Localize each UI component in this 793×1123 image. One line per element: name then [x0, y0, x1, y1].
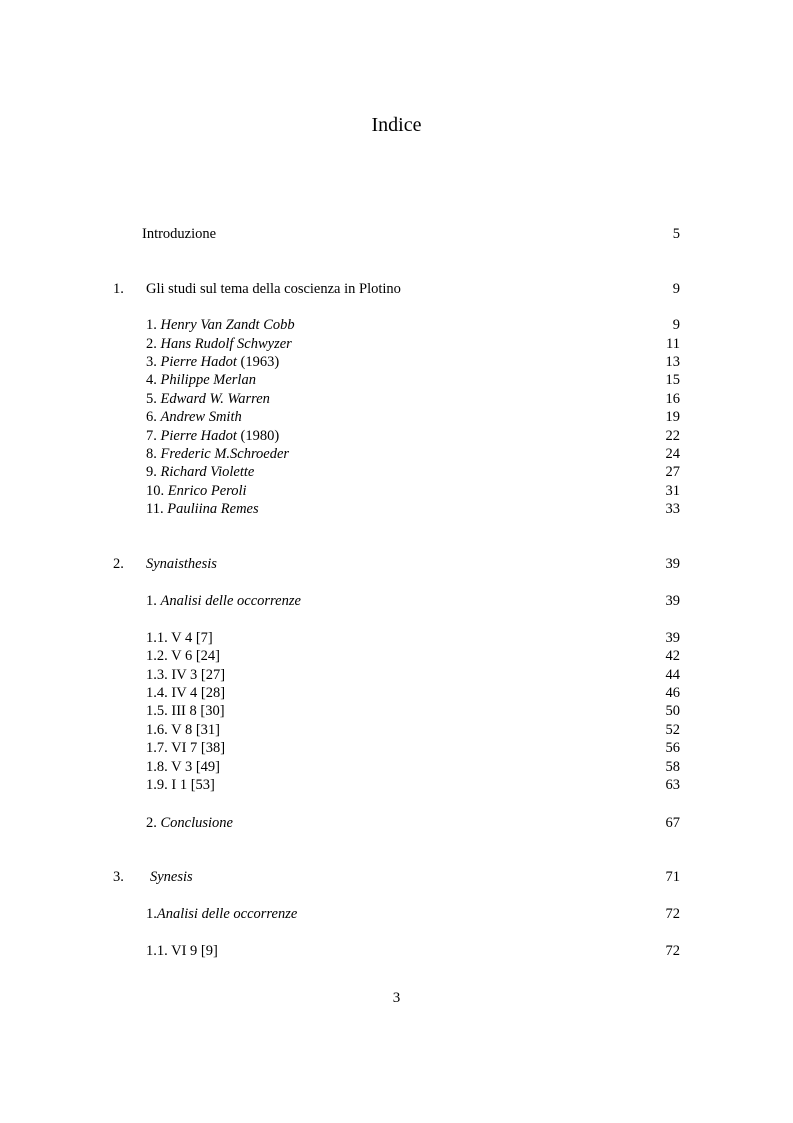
chapter-page: 39 [665, 556, 680, 572]
toc-item-label: 3. Pierre Hadot (1963) [146, 354, 280, 370]
toc-item-page: 15 [665, 372, 680, 388]
toc-section-label: 2. Conclusione [146, 815, 233, 831]
toc-subitem [0, 629, 793, 648]
toc-subitem [0, 739, 793, 758]
toc-item [0, 500, 793, 519]
toc-item-label: 6. Andrew Smith [146, 409, 242, 425]
toc-item [0, 390, 793, 409]
toc-item-page: 13 [665, 354, 680, 370]
toc-subitem-label: 1.1. VI 9 [9] [146, 943, 218, 959]
toc-item-label: 9. Richard Violette [146, 464, 255, 480]
toc-item [0, 427, 793, 446]
toc-chapter-3 [0, 868, 793, 887]
toc-item-page: 31 [665, 483, 680, 499]
toc-subitem [0, 702, 793, 721]
toc-subitem-label: 1.6. V 8 [31] [146, 722, 220, 738]
toc-subitem-label: 1.5. III 8 [30] [146, 703, 225, 719]
toc-item [0, 316, 793, 335]
toc-subitem-label: 1.4. IV 4 [28] [146, 685, 226, 701]
toc-item-label: 10. Enrico Peroli [146, 483, 247, 499]
toc-subitem [0, 721, 793, 740]
toc-subitem [0, 684, 793, 703]
toc-item-label: 11. Pauliina Remes [146, 501, 259, 517]
chapter-title: Synaisthesis [146, 556, 217, 572]
toc-item [0, 335, 793, 354]
toc-section [0, 814, 793, 833]
toc-item [0, 408, 793, 427]
toc-section [0, 592, 793, 611]
toc-section-page: 39 [665, 593, 680, 609]
toc-subitem-label: 1.2. V 6 [24] [146, 648, 220, 664]
toc-entry-page: 5 [672, 226, 680, 242]
toc-entry-introduzione [0, 225, 793, 244]
toc-section [0, 905, 793, 924]
toc-subitem-page: 50 [665, 703, 680, 719]
toc-subitem-page: 44 [665, 667, 680, 683]
toc-subitem-label: 1.1. V 4 [7] [146, 630, 213, 646]
toc-subitem [0, 647, 793, 666]
page-title: Indice [371, 114, 422, 136]
toc-subitem-label: 1.3. IV 3 [27] [146, 667, 226, 683]
toc-item [0, 353, 793, 372]
toc-subitem-page: 42 [665, 648, 680, 664]
toc-item-page: 33 [665, 501, 680, 517]
toc-section-label: 1.Analisi delle occorrenze [146, 906, 298, 922]
toc-item [0, 482, 793, 501]
toc-item-page: 19 [665, 409, 680, 425]
toc-section-label: 1. Analisi delle occorrenze [146, 593, 301, 609]
toc-item-label: 7. Pierre Hadot (1980) [146, 428, 280, 444]
toc-item-page: 11 [666, 336, 680, 352]
chapter-page: 9 [672, 281, 680, 297]
toc-subitem [0, 942, 793, 961]
page-number: 3 [392, 990, 401, 1006]
toc-item-label: 5. Edward W. Warren [146, 391, 270, 407]
toc-subitem-label: 1.9. I 1 [53] [146, 777, 215, 793]
toc-subitem [0, 776, 793, 795]
chapter-number: 2. [113, 556, 124, 572]
toc-item-label: 8. Frederic M.Schroeder [146, 446, 290, 462]
toc-item-page: 16 [665, 391, 680, 407]
toc-subitem-page: 56 [665, 740, 680, 756]
toc-section-page: 67 [665, 815, 680, 831]
toc-subitem-page: 46 [665, 685, 680, 701]
toc-item-label: 4. Philippe Merlan [146, 372, 256, 388]
toc-subitem-page: 63 [665, 777, 680, 793]
toc-subitem-label: 1.8. V 3 [49] [146, 759, 220, 775]
toc-item-page: 9 [672, 317, 680, 333]
toc-item-label: 2. Hans Rudolf Schwyzer [146, 336, 292, 352]
toc-item-page: 24 [665, 446, 680, 462]
toc-chapter-1 [0, 280, 793, 299]
toc-subitem [0, 758, 793, 777]
toc-item [0, 445, 793, 464]
toc-item [0, 463, 793, 482]
toc-subitem-label: 1.7. VI 7 [38] [146, 740, 226, 756]
chapter-title: Gli studi sul tema della coscienza in Plotino [146, 281, 401, 297]
chapter-page: 71 [665, 869, 680, 885]
chapter-title: Synesis [150, 869, 193, 885]
toc-entry-label: Introduzione [142, 226, 217, 242]
toc-subitem-page: 58 [665, 759, 680, 775]
toc-chapter-2 [0, 555, 793, 574]
toc-item-page: 27 [665, 464, 680, 480]
toc-item-page: 22 [665, 428, 680, 444]
chapter-number: 3. [113, 869, 124, 885]
toc-subitem [0, 666, 793, 685]
toc-item [0, 371, 793, 390]
toc-item-label: 1. Henry Van Zandt Cobb [146, 317, 295, 333]
chapter-number: 1. [113, 281, 124, 297]
toc-subitem-page: 52 [665, 722, 680, 738]
toc-subitem-page: 39 [665, 630, 680, 646]
toc-section-page: 72 [665, 906, 680, 922]
toc-subitem-page: 72 [665, 943, 680, 959]
